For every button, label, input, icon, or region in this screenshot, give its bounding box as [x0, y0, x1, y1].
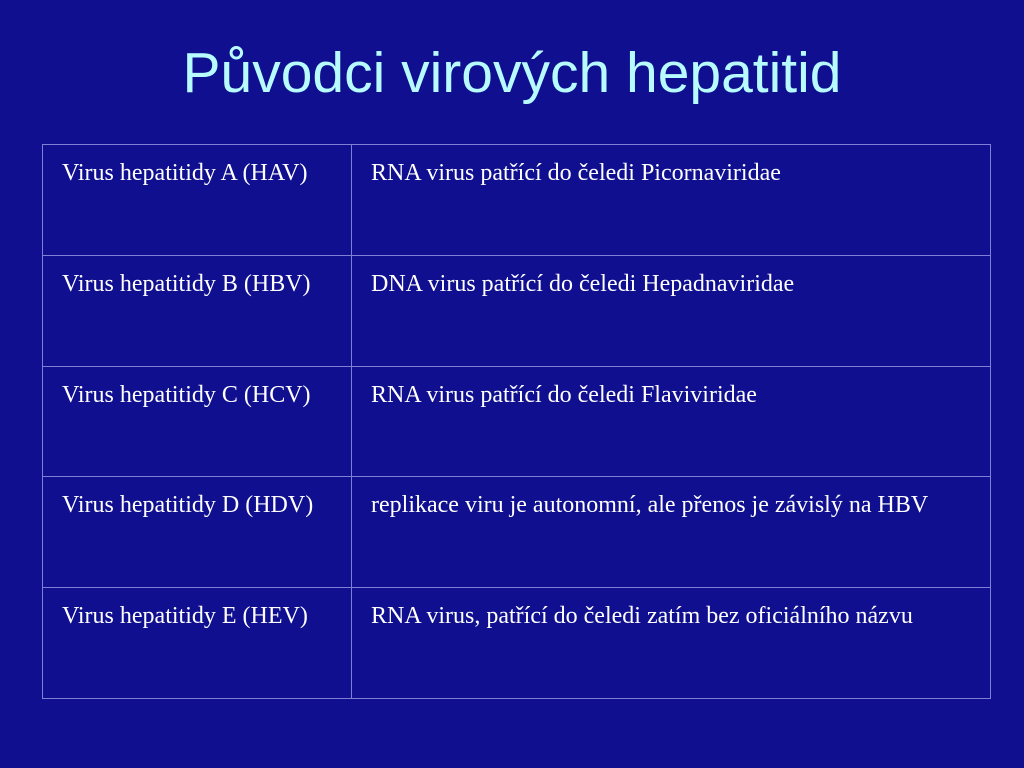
slide-title: Původci virových hepatitid [182, 41, 842, 105]
virus-description-cell: RNA virus patřící do čeledi Picornaviridae [352, 145, 991, 256]
virus-name-cell: Virus hepatitidy A (HAV) [43, 145, 352, 256]
virus-table-container [42, 144, 990, 698]
virus-name-cell: Virus hepatitidy B (HBV) [43, 255, 352, 366]
virus-description-cell: replikace viru je autonomní, ale přenos je závislý na HBV [352, 477, 991, 588]
table-row [43, 477, 991, 588]
virus-description-cell: DNA virus patřící do čeledi Hepadnaviridae [352, 255, 991, 366]
table-row [43, 145, 991, 256]
table-row [43, 255, 991, 366]
virus-name-cell: Virus hepatitidy D (HDV) [43, 477, 352, 588]
virus-description-cell: RNA virus patřící do čeledi Flaviviridae [352, 366, 991, 477]
virus-table [42, 144, 991, 699]
virus-description-cell: RNA virus, patřící do čeledi zatím bez oficiálního názvu [352, 588, 991, 699]
table-row [43, 588, 991, 699]
virus-name-cell: Virus hepatitidy E (HEV) [43, 588, 352, 699]
virus-name-cell: Virus hepatitidy C (HCV) [43, 366, 352, 477]
table-row [43, 366, 991, 477]
